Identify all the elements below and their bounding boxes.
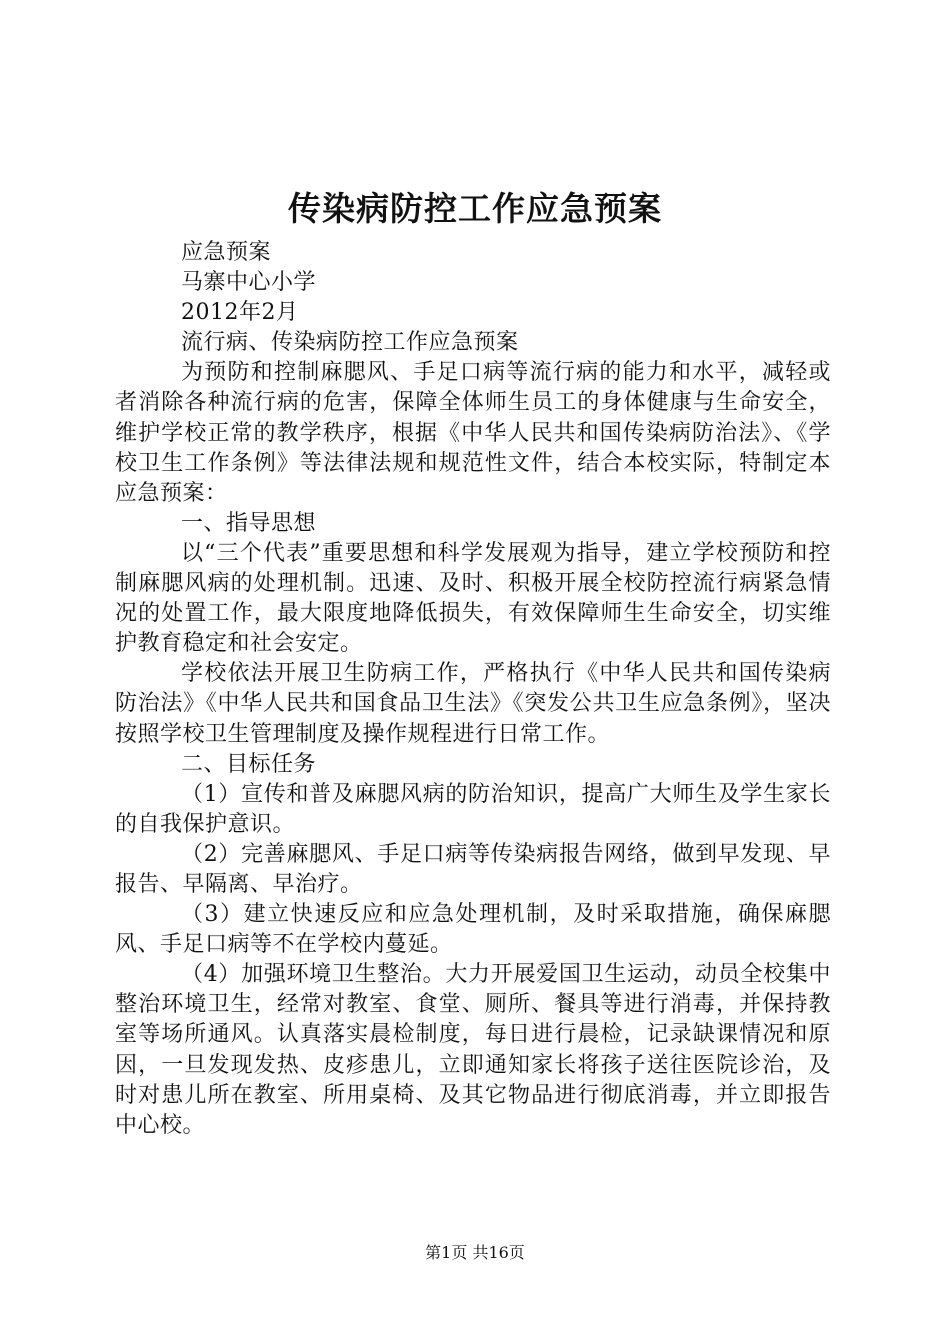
paragraph-guiding-ideology: 以“三个代表”重要思想和科学发展观为指导，建立学校预防和控制麻腮风病的处理机制。迅速、及时、积极开展全校防控流行病紧急情况的处置工作，最大限度地降低损失，有效保障师生生命安全，切实维护教育稳定和社会安定。 — [115, 540, 831, 657]
paragraph-subtitle: 流行病、传染病防控工作应急预案 — [181, 330, 519, 356]
paragraph-label: 应急预案 — [181, 240, 272, 265]
section-heading-guiding-ideology: 一、指导思想 — [181, 510, 317, 536]
list-item-objective-4: （4）加强环境卫生整治。大力开展爱国卫生运动，动员全校集中整治环境卫生，经常对教室、食堂、厕所、餐具等进行消毒，并保持教室等场所通风。认真落实晨检制度，每日进行晨检，记录缺课情况和原因，一旦发现发热、皮疹患儿，立即通知家长将孩子送往医院诊治，及时对患儿所在教室、所用桌椅、及其它物品进行彻底消毒，并立即报告中心校。 — [115, 962, 831, 1138]
paragraph-intro: 为预防和控制麻腮风、手足口病等流行病的能力和水平，减轻或者消除各种流行病的危害，保障全体师生员工的身体健康与生命安全，维护学校正常的教学秩序，根据《中华人民共和国传染病防治法》、《学校卫生工作条例》等法律法规和规范性文件，结合本校实际，特制定本应急预案： — [115, 360, 831, 506]
paragraph-date: 2012年2月 — [181, 300, 299, 326]
list-item-objective-1: （1）宣传和普及麻腮风病的防治知识，提高广大师生及学生家长的自我保护意识。 — [115, 781, 831, 837]
list-item-objective-2: （2）完善麻腮风、手足口病等传染病报告网络，做到早发现、早报告、早隔离、早治疗。 — [115, 841, 831, 897]
document-body — [115, 238, 831, 1141]
section-heading-objectives: 二、目标任务 — [181, 751, 317, 777]
paragraph-legal-basis: 学校依法开展卫生防病工作，严格执行《中华人民共和国传染病防治法》《中华人民共和国食品卫生法》《突发公共卫生应急条例》，坚决按照学校卫生管理制度及操作规程进行日常工作。 — [115, 661, 831, 747]
paragraph-school: 马寨中心小学 — [181, 270, 317, 296]
page-number-footer: 第1页 共16页 — [425, 1243, 525, 1262]
document-title: 传染病防控工作应急预案 — [288, 189, 662, 228]
list-item-objective-3: （3）建立快速反应和应急处理机制，及时采取措施，确保麻腮风、手足口病等不在学校内蔓延。 — [115, 902, 831, 958]
